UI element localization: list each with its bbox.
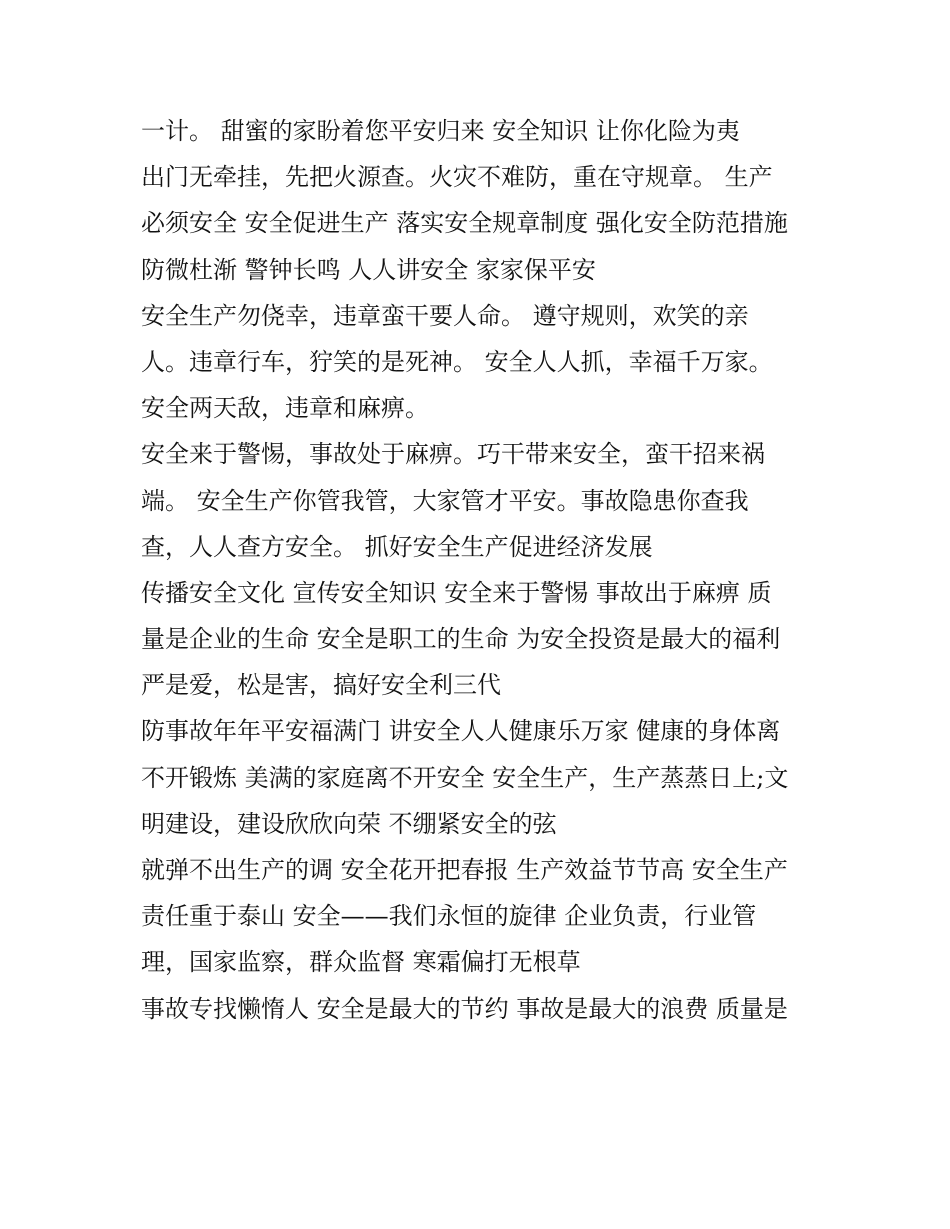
body-text <box>141 108 821 1032</box>
text-line: 安全生产勿侥幸，违章蛮干要人命。 遵守规则，欢笑的亲 <box>141 301 749 330</box>
text-line: 查，人人查方安全。 抓好安全生产促进经济发展 <box>141 532 653 561</box>
text-line: 责任重于泰山 安全——我们永恒的旋律 企业负责，行业管 <box>141 902 757 931</box>
text-line: 防微杜渐 警钟长鸣 人人讲安全 家家保平安 <box>141 255 596 284</box>
text-line: 端。 安全生产你管我管，大家管才平安。事故隐患你查我 <box>141 486 749 515</box>
text-line: 安全来于警惕，事故处于麻痹。巧干带来安全，蛮干招来祸 <box>141 440 765 469</box>
text-line: 就弹不出生产的调 安全花开把春报 生产效益节节高 安全生产 <box>141 856 788 884</box>
text-line: 一计。 甜蜜的家盼着您平安归来 安全知识 让你化险为夷 <box>141 117 740 145</box>
text-line: 不开锻炼 美满的家庭离不开安全 安全生产，生产蒸蒸日上;文 <box>141 763 789 792</box>
text-line: 传播安全文化 宣传安全知识 安全来于警惕 事故出于麻痹 质 <box>141 578 772 607</box>
text-line: 事故专找懒惰人 安全是最大的节约 事故是最大的浪费 质量是 <box>141 994 788 1023</box>
text-line: 必须安全 安全促进生产 落实安全规章制度 强化安全防范措施 <box>141 209 788 238</box>
text-line: 量是企业的生命 安全是职工的生命 为安全投资是最大的福利 <box>141 625 781 654</box>
text-line: 严是爱，松是害，搞好安全利三代 <box>141 671 501 700</box>
text-line: 人。违章行车，狞笑的是死神。 安全人人抓，幸福千万家。 <box>141 347 773 376</box>
text-line: 安全两天敌，违章和麻痹。 <box>141 394 429 423</box>
text-line: 理，国家监察，群众监督 寒霜偏打无根草 <box>141 948 581 977</box>
text-line: 明建设，建设欣欣向荣 不绷紧安全的弦 <box>141 809 557 838</box>
text-line: 出门无牵挂，先把火源查。火灾不难防，重在守规章。 生产 <box>141 163 773 192</box>
text-line: 防事故年年平安福满门 讲安全人人健康乐万家 健康的身体离 <box>141 717 781 746</box>
